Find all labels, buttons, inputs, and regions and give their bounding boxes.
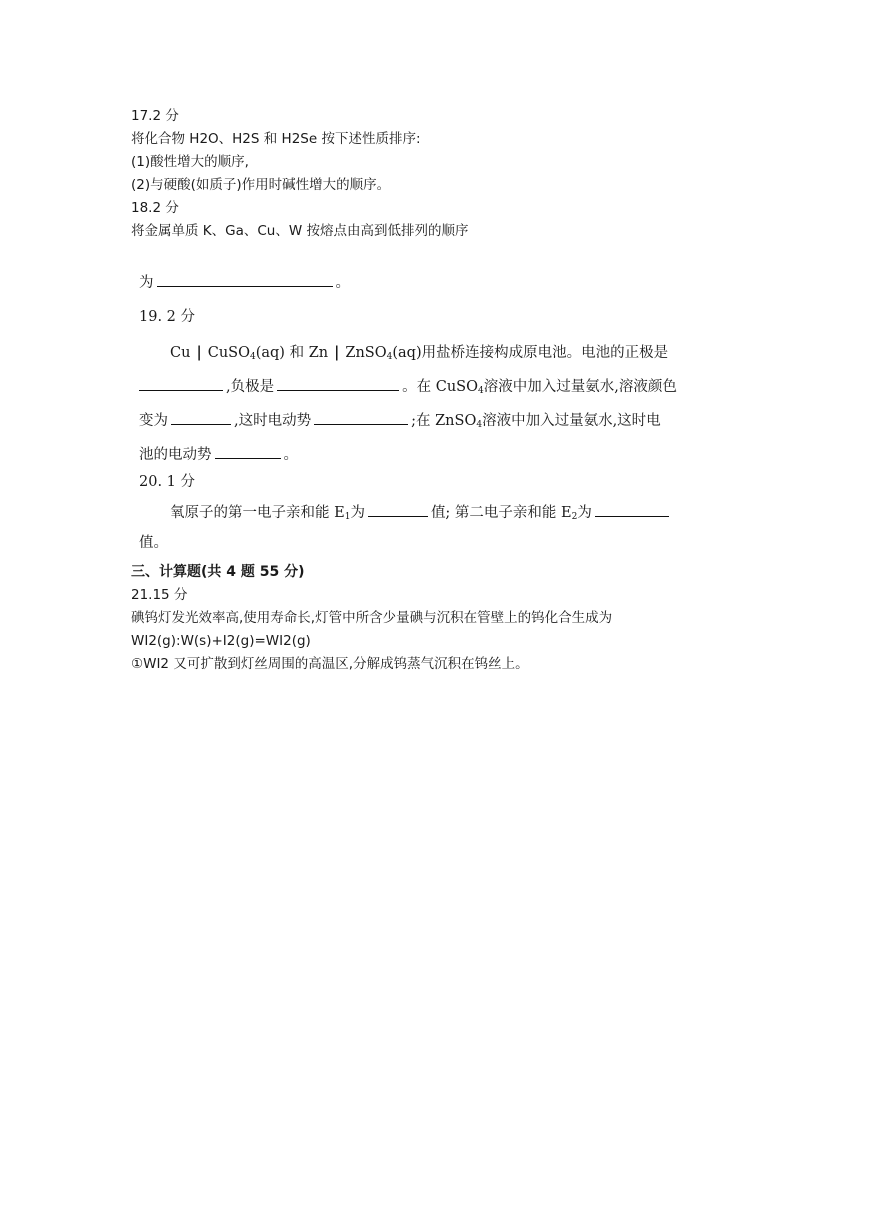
q19-cu: Cu <box>170 345 191 361</box>
q19-sub-2: 4 <box>386 352 393 362</box>
q19-line3-a: 变为 <box>139 413 168 429</box>
q19-positive-blank[interactable] <box>139 389 223 391</box>
q17-header: 17.2 分 <box>131 108 179 124</box>
q19-line2 <box>139 378 677 396</box>
q19-line3 <box>139 412 661 430</box>
q20-line2: 值。 <box>139 535 168 551</box>
q19-line4-a: 池的电动势 <box>139 447 212 463</box>
q19-sub-3: 4 <box>477 386 484 396</box>
q20-line1-d: 为 <box>577 505 592 521</box>
q19-color-blank[interactable] <box>171 423 231 425</box>
q17-part2: (2)与硬酸(如质子)作用时碱性增大的顺序。 <box>131 177 391 193</box>
q19-line2-tail2: 溶液中加入过量氨水,溶液颜色 <box>483 379 677 395</box>
q19-emf-blank-1[interactable] <box>314 423 408 425</box>
q21-stem: 碘钨灯发光效率高,使用寿命长,灯管中所含少量碘与沉积在管壁上的钨化合生成为 <box>131 610 613 626</box>
q19-line3-d: 溶液中加入过量氨水,这时电 <box>482 413 661 429</box>
section3-heading: 三、计算题(共 4 题 55 分) <box>131 564 305 580</box>
q18-header: 18.2 分 <box>131 200 179 216</box>
q19-line2-mid: ,负极是 <box>226 379 275 395</box>
q19-line3-b: ,这时电动势 <box>234 413 312 429</box>
q20-line1-c: 值; 第二电子亲和能 E <box>430 505 572 521</box>
q18-answer-prefix: 为 <box>139 275 154 291</box>
q17-part1: (1)酸性增大的顺序, <box>131 154 249 170</box>
q17-stem: 将化合物 H2O、H2S 和 H2Se 按下述性质排序: <box>131 131 421 147</box>
q19-bar-1: | <box>196 344 202 361</box>
q20-header: 20. 1 分 <box>139 474 196 490</box>
q19-cuso: CuSO <box>207 345 250 361</box>
q20-e2-blank[interactable] <box>595 515 669 517</box>
q18-answer-line <box>139 274 350 292</box>
q18-answer-blank[interactable] <box>157 285 333 287</box>
q18-stem: 将金属单质 K、Ga、Cu、W 按熔点由高到低排列的顺序 <box>131 223 469 239</box>
q19-aq-2: (aq) <box>392 345 422 361</box>
q19-sub-1: 4 <box>249 352 256 362</box>
q19-sub-4: 4 <box>476 420 483 430</box>
q20-e1-blank[interactable] <box>368 515 428 517</box>
q19-line4 <box>139 446 298 464</box>
q18-answer-suffix: 。 <box>335 275 350 291</box>
q19-emf-blank-2[interactable] <box>215 457 281 459</box>
q19-znso: ZnSO <box>345 345 387 361</box>
q20-line1-b: 为 <box>350 505 365 521</box>
q19-line1 <box>170 344 668 362</box>
q19-negative-blank[interactable] <box>277 389 399 391</box>
q20-sub-2: 2 <box>571 512 578 522</box>
q21-equation: WI2(g):W(s)+I2(g)=WI2(g) <box>131 633 311 649</box>
q20-line1-a: 氧原子的第一电子亲和能 E <box>170 505 345 521</box>
q21-header: 21.15 分 <box>131 587 188 603</box>
q19-bar-2: | <box>334 344 340 361</box>
q19-header: 19. 2 分 <box>139 309 196 325</box>
q20-line1 <box>170 504 672 522</box>
q19-zn: Zn <box>308 345 329 361</box>
q19-aq-1: (aq) <box>255 345 285 361</box>
q20-sub-1: 1 <box>344 512 351 522</box>
q19-line1-tail: 用盐桥连接构成原电池。电池的正极是 <box>421 345 669 361</box>
q19-line4-b: 。 <box>283 447 298 463</box>
q19-and: 和 <box>289 345 305 361</box>
q19-line3-c: ;在 ZnSO <box>411 413 477 429</box>
q19-line2-tail1: 。在 CuSO <box>402 379 478 395</box>
q21-note: ①WI2 又可扩散到灯丝周围的高温区,分解成钨蒸气沉积在钨丝上。 <box>131 656 529 672</box>
